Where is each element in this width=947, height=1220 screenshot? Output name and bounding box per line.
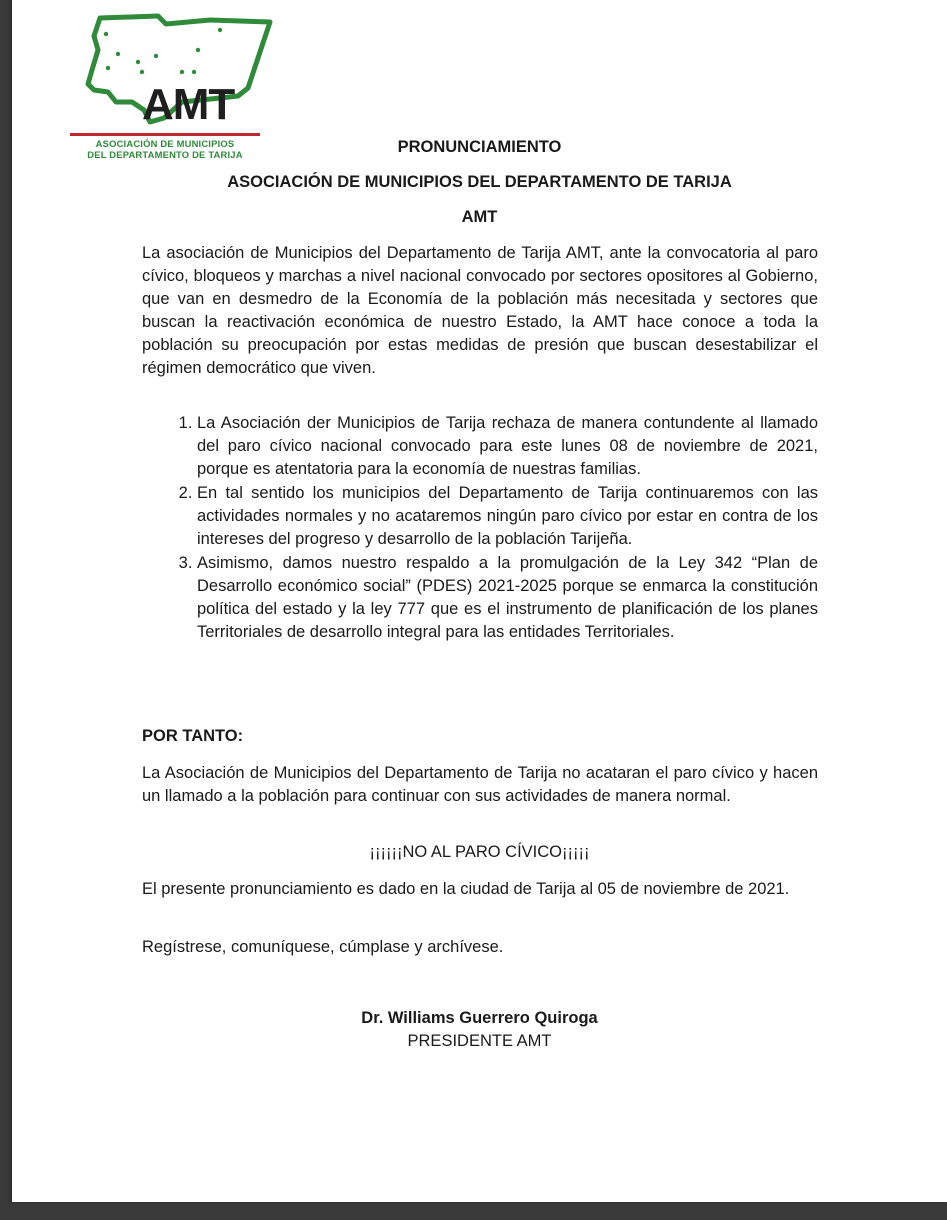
por-tanto-heading: POR TANTO: xyxy=(142,727,244,745)
closing-paragraph: El presente pronunciamiento es dado en la ciudad de Tarija al 05 de noviembre de 2021. xyxy=(142,880,790,898)
por-tanto-paragraph: La Asociación de Municipios del Departamento de Tarija no acataran el paro cívico y hacen un llamado a la población para continuar con sus actividades de manera normal. xyxy=(142,764,818,805)
intro-paragraph: La asociación de Municipios del Departamento de Tarija AMT, ante la convocatoria al paro cívico, bloqueos y marchas a nivel nacional convocado por sectores opositores al Gobierno, que van en desmedro de la Economía de la población más necesitada y sectores que buscan la reactivación económica de nuestro Estado, la AMT hace conoce a toda la población su preocupación por estas medidas de presión que buscan desestabilizar el régimen democrático que viven. xyxy=(142,244,818,377)
document-page xyxy=(12,0,947,1202)
list-item: 1. La Asociación der Municipios de Tarija rechaza de manera contundente al llamado del paro cívico nacional convocado para este lunes 08 de noviembre de 2021, porque es atentatoria para la economía de nuestras familias. xyxy=(197,412,818,481)
organization-name: ASOCIACIÓN DE MUNICIPIOS DEL DEPARTAMENTO DE TARIJA xyxy=(227,173,732,191)
document-title: PRONUNCIAMIENTO xyxy=(397,138,562,156)
signer-role: PRESIDENTE AMT xyxy=(407,1032,552,1050)
logo-text-line1: ASOCIACIÓN DE MUNICIPIOS xyxy=(95,138,235,149)
slogan: ¡¡¡¡¡¡NO AL PARO CÍVICO¡¡¡¡¡ xyxy=(369,843,590,861)
list-item: 2. En tal sentido los municipios del Departamento de Tarija continuaremos con las actividades normales y no acataremos ningún paro cívico por estar en contra de los intereses del progreso y desarrollo de la población Tarijeña. xyxy=(197,482,818,551)
organization-acronym: AMT xyxy=(461,208,498,226)
closing-formula: Regístrese, comuníquese, cúmplase y archívese. xyxy=(142,938,504,956)
points-list xyxy=(142,412,818,645)
logo-acronym: AMT xyxy=(142,80,235,129)
logo-divider xyxy=(70,133,260,136)
list-item: 3. Asimismo, damos nuestro respaldo a la promulgación de la Ley 342 “Plan de Desarrollo económico social” (PDES) 2021-2025 porque se enmarca la constitución política del estado y la ley 777 que es el instrumento de planificación de los planes Territoriales de desarrollo integral para las entidades Territoriales. xyxy=(197,552,818,644)
signer-name: Dr. Williams Guerrero Quiroga xyxy=(361,1009,598,1027)
logo-text-line2: DEL DEPARTAMENTO DE TARIJA xyxy=(87,149,243,160)
